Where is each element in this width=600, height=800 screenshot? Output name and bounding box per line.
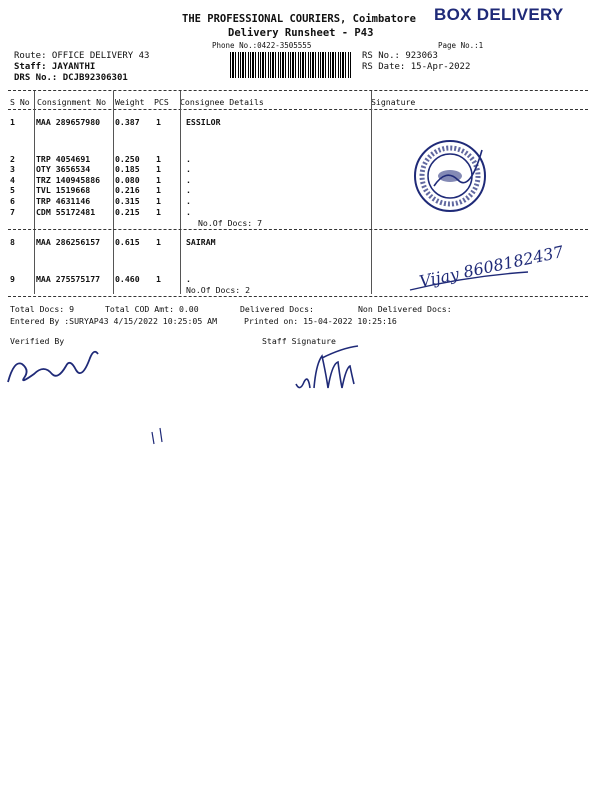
row-sno: 4 (10, 175, 15, 185)
row-consignment: TRP 4054691 (36, 154, 91, 164)
row-weight: 0.080 (115, 175, 140, 185)
non-delivered-docs: Non Delivered Docs: (358, 304, 452, 314)
row-sno: 6 (10, 196, 15, 206)
runsheet-title: Delivery Runsheet - P43 (228, 27, 374, 39)
row-sno: 5 (10, 185, 15, 195)
row-consignment: MAA 286256157 (36, 237, 101, 247)
row-consignment: MAA 275575177 (36, 274, 101, 284)
company-name: THE PROFESSIONAL COURIERS, Coimbatore (182, 13, 416, 25)
total-docs: Total Docs: 9 (10, 304, 75, 314)
row-sno: 8 (10, 237, 15, 247)
row-weight: 0.185 (115, 164, 140, 174)
entered-by: Entered By :SURYAP43 4/15/2022 10:25:05 AM (10, 316, 218, 326)
row-pcs: 1 (156, 175, 161, 185)
col-consignee: Consignee Details (180, 97, 264, 107)
column-line (113, 91, 114, 294)
row-details: . (186, 154, 191, 164)
row-pcs: 1 (156, 154, 161, 164)
row-pcs: 1 (156, 164, 161, 174)
row-weight: 0.215 (115, 207, 140, 217)
row-details: SAIRAM (186, 237, 216, 247)
row-sno: 7 (10, 207, 15, 217)
col-weight: Weight (115, 97, 145, 107)
row-pcs: 1 (156, 274, 161, 284)
row-pcs: 1 (156, 207, 161, 217)
group-divider (8, 229, 588, 230)
row-details: . (186, 274, 191, 284)
row-weight: 0.315 (115, 196, 140, 206)
route: Route: OFFICE DELIVERY 43 (14, 51, 150, 61)
table-bottom-divider (8, 296, 588, 297)
table-header-divider (8, 109, 588, 110)
col-pcs: PCS (154, 97, 169, 107)
staff-signature-label: Staff Signature (262, 336, 336, 346)
row-weight: 0.250 (115, 154, 140, 164)
handwritten-phone-note: Vijay 8608182437 (417, 241, 566, 292)
verified-signature (4, 340, 100, 388)
row-weight: 0.387 (115, 117, 140, 127)
row-details: . (186, 164, 191, 174)
drs-number: DRS No.: DCJB92306301 (14, 73, 128, 83)
handwritten-underline (408, 270, 530, 292)
rs-number: RS No.: 923063 (362, 51, 438, 61)
row-consignment: TVL 1519668 (36, 185, 91, 195)
column-line (371, 91, 372, 294)
rs-date: RS Date: 15-Apr-2022 (362, 62, 471, 72)
staff-signature (292, 344, 362, 402)
col-sno: S No (10, 97, 30, 107)
group-doc-count: No.Of Docs: 7 (198, 218, 263, 228)
col-consignment: Consignment No (37, 97, 107, 107)
barcode (230, 52, 352, 78)
column-line (180, 91, 181, 294)
row-sno: 1 (10, 117, 15, 127)
row-details: ESSILOR (186, 117, 221, 127)
company-round-stamp (412, 138, 488, 214)
row-sno: 9 (10, 274, 15, 284)
row-sno: 3 (10, 164, 15, 174)
row-pcs: 1 (156, 185, 161, 195)
row-details: . (186, 196, 191, 206)
phone-number: Phone No.:0422-3505555 (212, 41, 312, 50)
page-number: Page No.:1 (438, 41, 484, 50)
row-weight: 0.460 (115, 274, 140, 284)
staff-name: Staff: JAYANTHI (14, 62, 96, 72)
row-consignment: CDM 55172481 (36, 207, 96, 217)
row-consignment: TRP 4631146 (36, 196, 91, 206)
delivered-docs: Delivered Docs: (240, 304, 314, 314)
row-details: . (186, 207, 191, 217)
row-weight: 0.216 (115, 185, 140, 195)
row-consignment: TRZ 140945886 (36, 175, 101, 185)
row-pcs: 1 (156, 196, 161, 206)
table-top-divider (8, 90, 588, 91)
col-signature: Signature (371, 97, 416, 107)
column-line (34, 91, 35, 294)
row-pcs: 1 (156, 117, 161, 127)
row-details: . (186, 175, 191, 185)
row-details: . (186, 185, 191, 195)
row-consignment: MAA 289657980 (36, 117, 101, 127)
printed-on: Printed on: 15-04-2022 10:25:16 (244, 316, 397, 326)
verified-by-label: Verified By (10, 336, 65, 346)
row-consignment: OTY 3656534 (36, 164, 91, 174)
group-doc-count: No.Of Docs: 2 (186, 285, 251, 295)
stray-pen-mark (148, 426, 168, 448)
row-weight: 0.615 (115, 237, 140, 247)
box-delivery-stamp: BOX DELIVERY (434, 5, 564, 24)
row-sno: 2 (10, 154, 15, 164)
total-cod: Total COD Amt: 0.00 (105, 304, 199, 314)
row-pcs: 1 (156, 237, 161, 247)
